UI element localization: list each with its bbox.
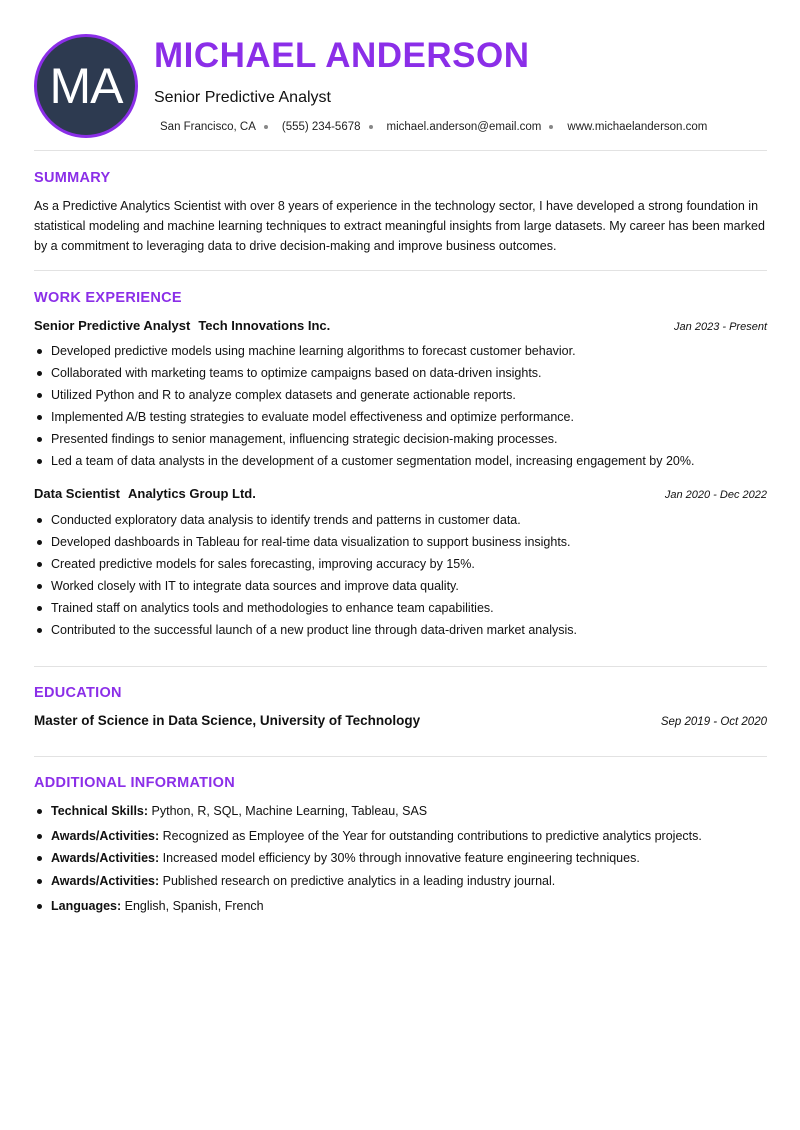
info-text: Recognized as Employee of the Year for outstanding contributions to predictive analytics projects. [162, 829, 702, 843]
list-item: Utilized Python and R to analyze complex datasets and generate actionable reports. [34, 385, 694, 407]
education-heading: EDUCATION [34, 685, 122, 701]
list-item: Developed predictive models using machine learning algorithms to forecast customer behavior. [34, 341, 694, 363]
experience-heading: WORK EXPERIENCE [34, 290, 182, 306]
info-text: English, Spanish, French [124, 899, 264, 913]
info-label: Awards/Activities: [51, 851, 160, 865]
list-item: Contributed to the successful launch of a new product line through data-driven market analysis. [34, 620, 577, 642]
list-item: Developed dashboards in Tableau for real-time data visualization to support business insights. [34, 532, 577, 554]
info-text: Increased model efficiency by 30% through innovative feature engineering techniques. [162, 851, 640, 865]
candidate-title: Senior Predictive Analyst [154, 89, 331, 106]
job-role: Data Scientist [34, 486, 120, 501]
separator-dot [264, 125, 268, 129]
candidate-name: MICHAEL ANDERSON [154, 36, 530, 75]
summary-heading: SUMMARY [34, 170, 111, 186]
additional-heading: ADDITIONAL INFORMATION [34, 775, 235, 791]
divider [34, 150, 767, 151]
divider [34, 666, 767, 667]
job-company: Analytics Group Ltd. [127, 486, 256, 501]
education-degree: Master of Science in Data Science, University of Technology [34, 713, 421, 728]
contact-website[interactable]: www.michaelanderson.com [567, 121, 708, 133]
info-label: Languages: [51, 899, 122, 913]
contact-row [160, 121, 707, 133]
job-header [34, 318, 767, 333]
job-bullets [34, 341, 694, 473]
education-dates: Sep 2019 - Oct 2020 [660, 716, 767, 728]
job-header [34, 486, 767, 501]
education-entry [34, 713, 767, 728]
list-item: Trained staff on analytics tools and methodologies to enhance team capabilities. [34, 598, 577, 620]
list-item [34, 896, 264, 916]
list-item: Created predictive models for sales forecasting, improving accuracy by 15%. [34, 554, 577, 576]
contact-phone[interactable]: (555) 234-5678 [281, 121, 361, 133]
list-item [34, 871, 555, 891]
list-item: Collaborated with marketing teams to optimize campaigns based on data-driven insights. [34, 363, 694, 385]
job-bullets [34, 510, 577, 642]
list-item [34, 826, 702, 846]
separator-dot [369, 125, 373, 129]
divider [34, 270, 767, 271]
contact-location: San Francisco, CA [160, 121, 256, 133]
list-item: Presented findings to senior management, influencing strategic decision-making processes. [34, 429, 694, 451]
info-text: Published research on predictive analytics in a leading industry journal. [162, 874, 556, 888]
info-label: Awards/Activities: [51, 874, 160, 888]
avatar [34, 34, 138, 138]
job-dates: Jan 2020 - Dec 2022 [664, 489, 767, 501]
divider [34, 756, 767, 757]
job-company: Tech Innovations Inc. [198, 318, 331, 333]
info-label: Technical Skills: [51, 804, 149, 818]
job-role: Senior Predictive Analyst [34, 318, 191, 333]
info-text: Python, R, SQL, Machine Learning, Tableau, SAS [151, 804, 428, 818]
info-label: Awards/Activities: [51, 829, 160, 843]
list-item: Led a team of data analysts in the development of a customer segmentation model, increasing engagement by 20%. [34, 451, 694, 473]
list-item: Worked closely with IT to integrate data sources and improve data quality. [34, 576, 577, 598]
list-item: Implemented A/B testing strategies to evaluate model effectiveness and optimize performance. [34, 407, 694, 429]
separator-dot [549, 125, 553, 129]
summary-text: As a Predictive Analytics Scientist with over 8 years of experience in the technology sector, I have developed a strong foundation in statistical modeling and machine learning techniques to extract meaningful insights from large datasets. My career has been marked by a commitment to leveraging data to drive decision-making and improve business outcomes. [34, 199, 765, 253]
job-dates: Jan 2023 - Present [674, 321, 767, 333]
contact-email[interactable]: michael.anderson@email.com [386, 121, 542, 133]
list-item: Conducted exploratory data analysis to identify trends and patterns in customer data. [34, 510, 577, 532]
list-item [34, 801, 427, 821]
list-item [34, 848, 640, 868]
avatar-initials: MA [49, 58, 123, 114]
